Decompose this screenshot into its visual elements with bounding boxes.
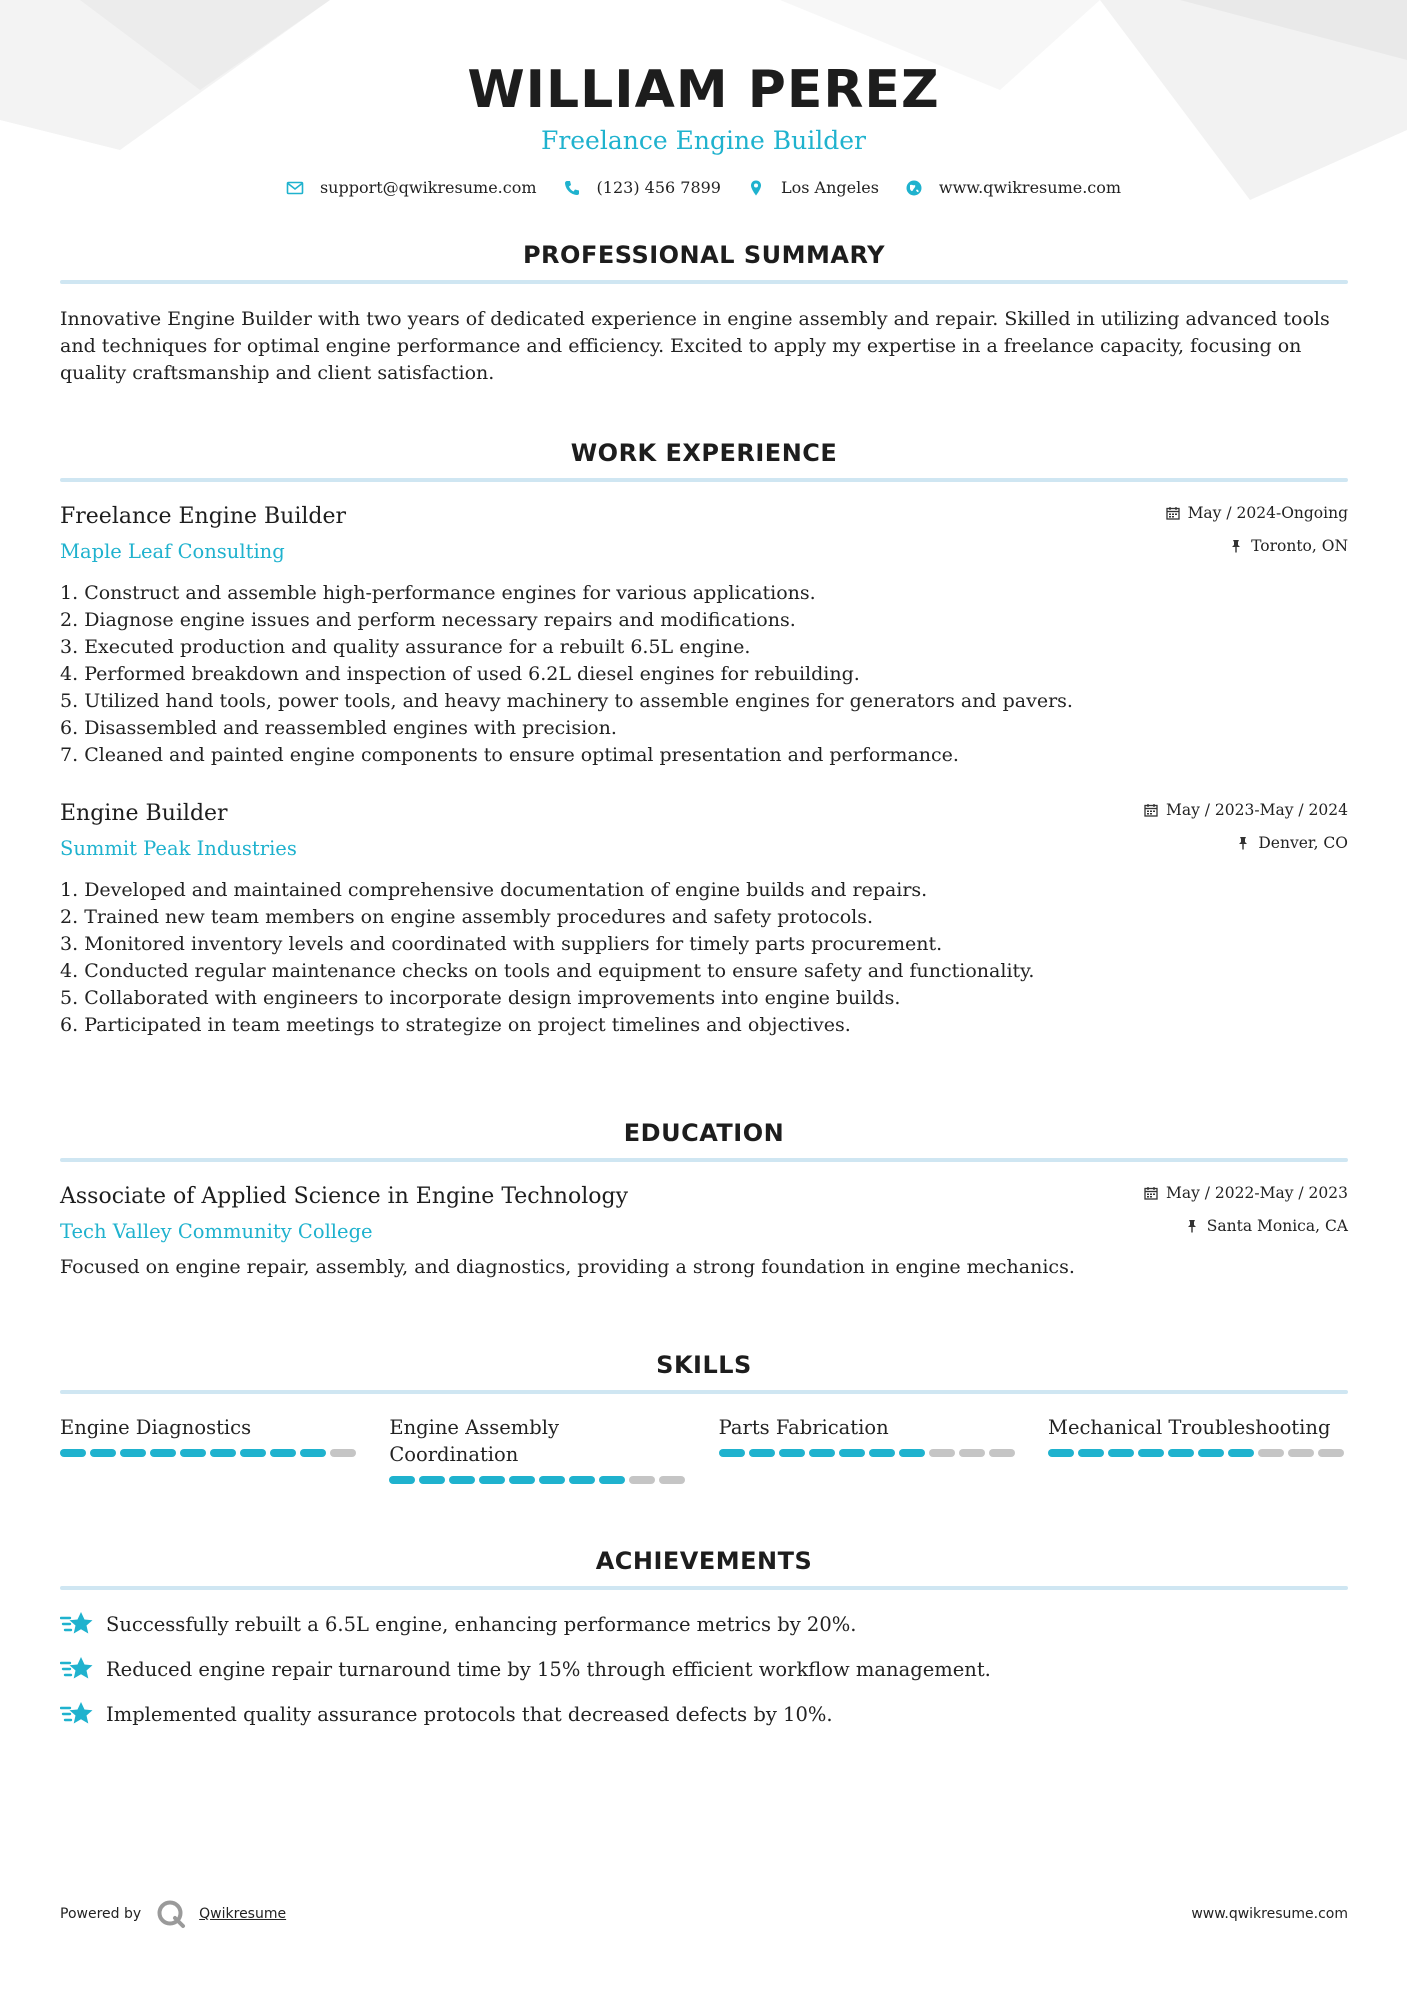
- skill-segment-filled: [419, 1476, 445, 1484]
- skill-segment-filled: [899, 1449, 925, 1457]
- job-company: Summit Peak Industries: [60, 837, 297, 860]
- skill-segment-empty: [330, 1449, 356, 1457]
- skill-segment-filled: [270, 1449, 296, 1457]
- list-item: Participated in team meetings to strategize on project timelines and objectives.: [84, 1014, 851, 1036]
- skill-segment-filled: [389, 1476, 415, 1484]
- skill-segment-filled: [449, 1476, 475, 1484]
- section-divider: [60, 1158, 1348, 1162]
- list-item: Monitored inventory levels and coordinated with suppliers for timely parts procurement.: [84, 933, 943, 955]
- experience-heading: WORK EXPERIENCE: [570, 439, 838, 467]
- star-icon: [60, 1700, 94, 1728]
- job-bullets: [60, 580, 1348, 769]
- achievement-text: Reduced engine repair turnaround time by 15% through efficient workflow management.: [106, 1657, 991, 1681]
- globe-icon: [905, 179, 923, 197]
- skill-segment-filled: [839, 1449, 865, 1457]
- skill-level-bar: [60, 1449, 360, 1457]
- skill-segment-filled: [1078, 1449, 1104, 1457]
- skill-level-bar: [719, 1449, 1019, 1457]
- skill-name: Parts Fabrication: [718, 1416, 889, 1439]
- envelope-icon: [286, 179, 304, 197]
- education-entry: [60, 1182, 1348, 1281]
- skill-segment-filled: [569, 1476, 595, 1484]
- map-pin-icon: [747, 179, 765, 197]
- list-item: [60, 1700, 1348, 1728]
- job-location-text: Denver, CO: [1258, 834, 1348, 852]
- powered-by-label: Powered by: [60, 1906, 142, 1922]
- skill-segment-empty: [959, 1449, 985, 1457]
- contact-phone[interactable]: [563, 178, 721, 197]
- page-footer: [60, 1898, 1348, 1930]
- job-entry: [60, 799, 1348, 1039]
- list-item: Utilized hand tools, power tools, and heavy machinery to assemble engines for generators and pavers.: [84, 690, 1073, 712]
- calendar-icon: [1166, 506, 1180, 520]
- list-item: [60, 1610, 1348, 1638]
- skill-segment-filled: [1168, 1449, 1194, 1457]
- summary-heading: PROFESSIONAL SUMMARY: [522, 241, 886, 269]
- job-dates-text: May / 2024-Ongoing: [1187, 504, 1348, 522]
- candidate-role: Freelance Engine Builder: [540, 126, 867, 155]
- skill-segment-filled: [1048, 1449, 1074, 1457]
- contact-email-text: support@qwikresume.com: [319, 178, 537, 197]
- skill-segment-filled: [539, 1476, 565, 1484]
- contact-location-text: Los Angeles: [780, 178, 879, 197]
- star-icon: [60, 1655, 94, 1683]
- contact-website-text: www.qwikresume.com: [938, 178, 1122, 197]
- list-item: Performed breakdown and inspection of used 6.2L diesel engines for rebuilding.: [84, 663, 860, 685]
- skill-segment-empty: [659, 1476, 685, 1484]
- skills-section: [60, 1350, 1348, 1484]
- list-item: Developed and maintained comprehensive documentation of engine builds and repairs.: [84, 879, 928, 901]
- skills-heading: SKILLS: [656, 1351, 752, 1379]
- job-dates: [1166, 502, 1348, 524]
- contact-bar: [0, 178, 1407, 197]
- skill-item: [60, 1414, 360, 1484]
- job-meta: [1166, 502, 1348, 557]
- list-item: Disassembled and reassembled engines with precision.: [84, 717, 617, 739]
- skill-name: Mechanical Troubleshooting: [1047, 1416, 1331, 1439]
- skill-segment-filled: [1108, 1449, 1134, 1457]
- list-item: Cleaned and painted engine components to ensure optimal presentation and performance.: [84, 744, 959, 766]
- job-title: Freelance Engine Builder: [60, 504, 347, 529]
- list-item: Executed production and quality assurance for a rebuilt 6.5L engine.: [84, 636, 751, 658]
- pushpin-icon: [1229, 539, 1243, 553]
- calendar-icon: [1144, 1186, 1158, 1200]
- degree-title: Associate of Applied Science in Engine Technology: [60, 1184, 629, 1209]
- achievements-list: [60, 1610, 1348, 1728]
- experience-section: [60, 438, 1348, 1039]
- job-dates-text: May / 2023-May / 2024: [1165, 801, 1348, 819]
- education-meta: [1144, 1182, 1348, 1237]
- education-dates-text: May / 2022-May / 2023: [1165, 1184, 1348, 1202]
- list-item: Trained new team members on engine assembly procedures and safety protocols.: [84, 906, 874, 928]
- skill-item: [389, 1414, 689, 1484]
- pushpin-icon: [1236, 836, 1250, 850]
- qwikresume-logo-icon: [155, 1898, 187, 1930]
- skill-item: [1048, 1414, 1348, 1484]
- contact-location: [747, 178, 879, 197]
- skill-name: Engine Diagnostics: [60, 1416, 252, 1439]
- list-item: [60, 1655, 1348, 1683]
- star-icon: [60, 1610, 94, 1638]
- job-entry: [60, 502, 1348, 769]
- skills-list: [60, 1414, 1348, 1484]
- skill-segment-filled: [90, 1449, 116, 1457]
- section-divider: [60, 478, 1348, 482]
- job-company: Maple Leaf Consulting: [60, 540, 285, 563]
- candidate-name: WILLIAM PEREZ: [467, 60, 940, 120]
- section-divider: [60, 280, 1348, 284]
- skill-segment-filled: [150, 1449, 176, 1457]
- skill-segment-filled: [60, 1449, 86, 1457]
- skill-name: Engine Assembly Coordination: [389, 1416, 560, 1466]
- education-description: Focused on engine repair, assembly, and diagnostics, providing a strong foundation in engine mechanics.: [60, 1256, 1075, 1278]
- skill-segment-filled: [719, 1449, 745, 1457]
- skill-segment-filled: [599, 1476, 625, 1484]
- skill-segment-empty: [1258, 1449, 1284, 1457]
- skill-segment-filled: [779, 1449, 805, 1457]
- phone-icon: [563, 179, 581, 197]
- list-item: Construct and assemble high-performance engines for various applications.: [84, 582, 816, 604]
- footer-website[interactable]: www.qwikresume.com: [1191, 1906, 1348, 1922]
- contact-email[interactable]: [286, 178, 537, 197]
- school-name: Tech Valley Community College: [60, 1220, 373, 1243]
- skill-segment-filled: [509, 1476, 535, 1484]
- job-location-text: Toronto, ON: [1251, 537, 1348, 555]
- job-location: [1166, 535, 1348, 557]
- skill-level-bar: [389, 1476, 689, 1484]
- skill-segment-filled: [869, 1449, 895, 1457]
- skill-level-bar: [1048, 1449, 1348, 1457]
- section-divider: [60, 1586, 1348, 1590]
- achievement-text: Implemented quality assurance protocols that decreased defects by 10%.: [106, 1702, 833, 1726]
- powered-by: [60, 1898, 286, 1930]
- summary-section: [60, 240, 1348, 387]
- job-bullets: [60, 877, 1348, 1039]
- list-item: Conducted regular maintenance checks on tools and equipment to ensure safety and functionality.: [84, 960, 1035, 982]
- education-location-text: Santa Monica, CA: [1206, 1217, 1348, 1235]
- achievements-section: [60, 1546, 1348, 1745]
- achievement-text: Successfully rebuilt a 6.5L engine, enhancing performance metrics by 20%.: [106, 1612, 857, 1636]
- skill-segment-filled: [120, 1449, 146, 1457]
- skill-segment-empty: [629, 1476, 655, 1484]
- skill-segment-filled: [1198, 1449, 1224, 1457]
- skill-segment-empty: [989, 1449, 1015, 1457]
- job-meta: [1144, 799, 1348, 854]
- skill-segment-filled: [240, 1449, 266, 1457]
- skill-segment-filled: [479, 1476, 505, 1484]
- skill-segment-filled: [1138, 1449, 1164, 1457]
- skill-segment-empty: [1288, 1449, 1314, 1457]
- skill-segment-filled: [300, 1449, 326, 1457]
- education-heading: EDUCATION: [623, 1119, 785, 1147]
- resume-header: [0, 0, 1407, 197]
- contact-website[interactable]: [905, 178, 1121, 197]
- calendar-icon: [1144, 803, 1158, 817]
- skill-segment-filled: [180, 1449, 206, 1457]
- list-item: Diagnose engine issues and perform necessary repairs and modifications.: [84, 609, 796, 631]
- section-divider: [60, 1390, 1348, 1394]
- skill-segment-empty: [929, 1449, 955, 1457]
- skill-segment-filled: [749, 1449, 775, 1457]
- summary-text: Innovative Engine Builder with two years of dedicated experience in engine assembly and repair. Skilled in utilizing advanced tools and techniques for optimal engine performance and efficiency. Excited to apply my expertise in a freelance capacity, focusing on quality craftsmanship and client satisfaction.: [60, 308, 1330, 384]
- contact-phone-text: (123) 456 7899: [596, 178, 721, 197]
- education-section: [60, 1118, 1348, 1281]
- pushpin-icon: [1185, 1219, 1199, 1233]
- education-location: [1144, 1215, 1348, 1237]
- list-item: Collaborated with engineers to incorporate design improvements into engine builds.: [84, 987, 901, 1009]
- achievements-heading: ACHIEVEMENTS: [595, 1547, 813, 1575]
- education-dates: [1144, 1182, 1348, 1204]
- skill-segment-filled: [809, 1449, 835, 1457]
- skill-item: [719, 1414, 1019, 1484]
- skill-segment-empty: [1318, 1449, 1344, 1457]
- qwikresume-link[interactable]: Qwikresume: [199, 1906, 287, 1922]
- skill-segment-filled: [1228, 1449, 1254, 1457]
- job-dates: [1144, 799, 1348, 821]
- job-title: Engine Builder: [60, 801, 228, 826]
- job-location: [1144, 832, 1348, 854]
- skill-segment-filled: [210, 1449, 236, 1457]
